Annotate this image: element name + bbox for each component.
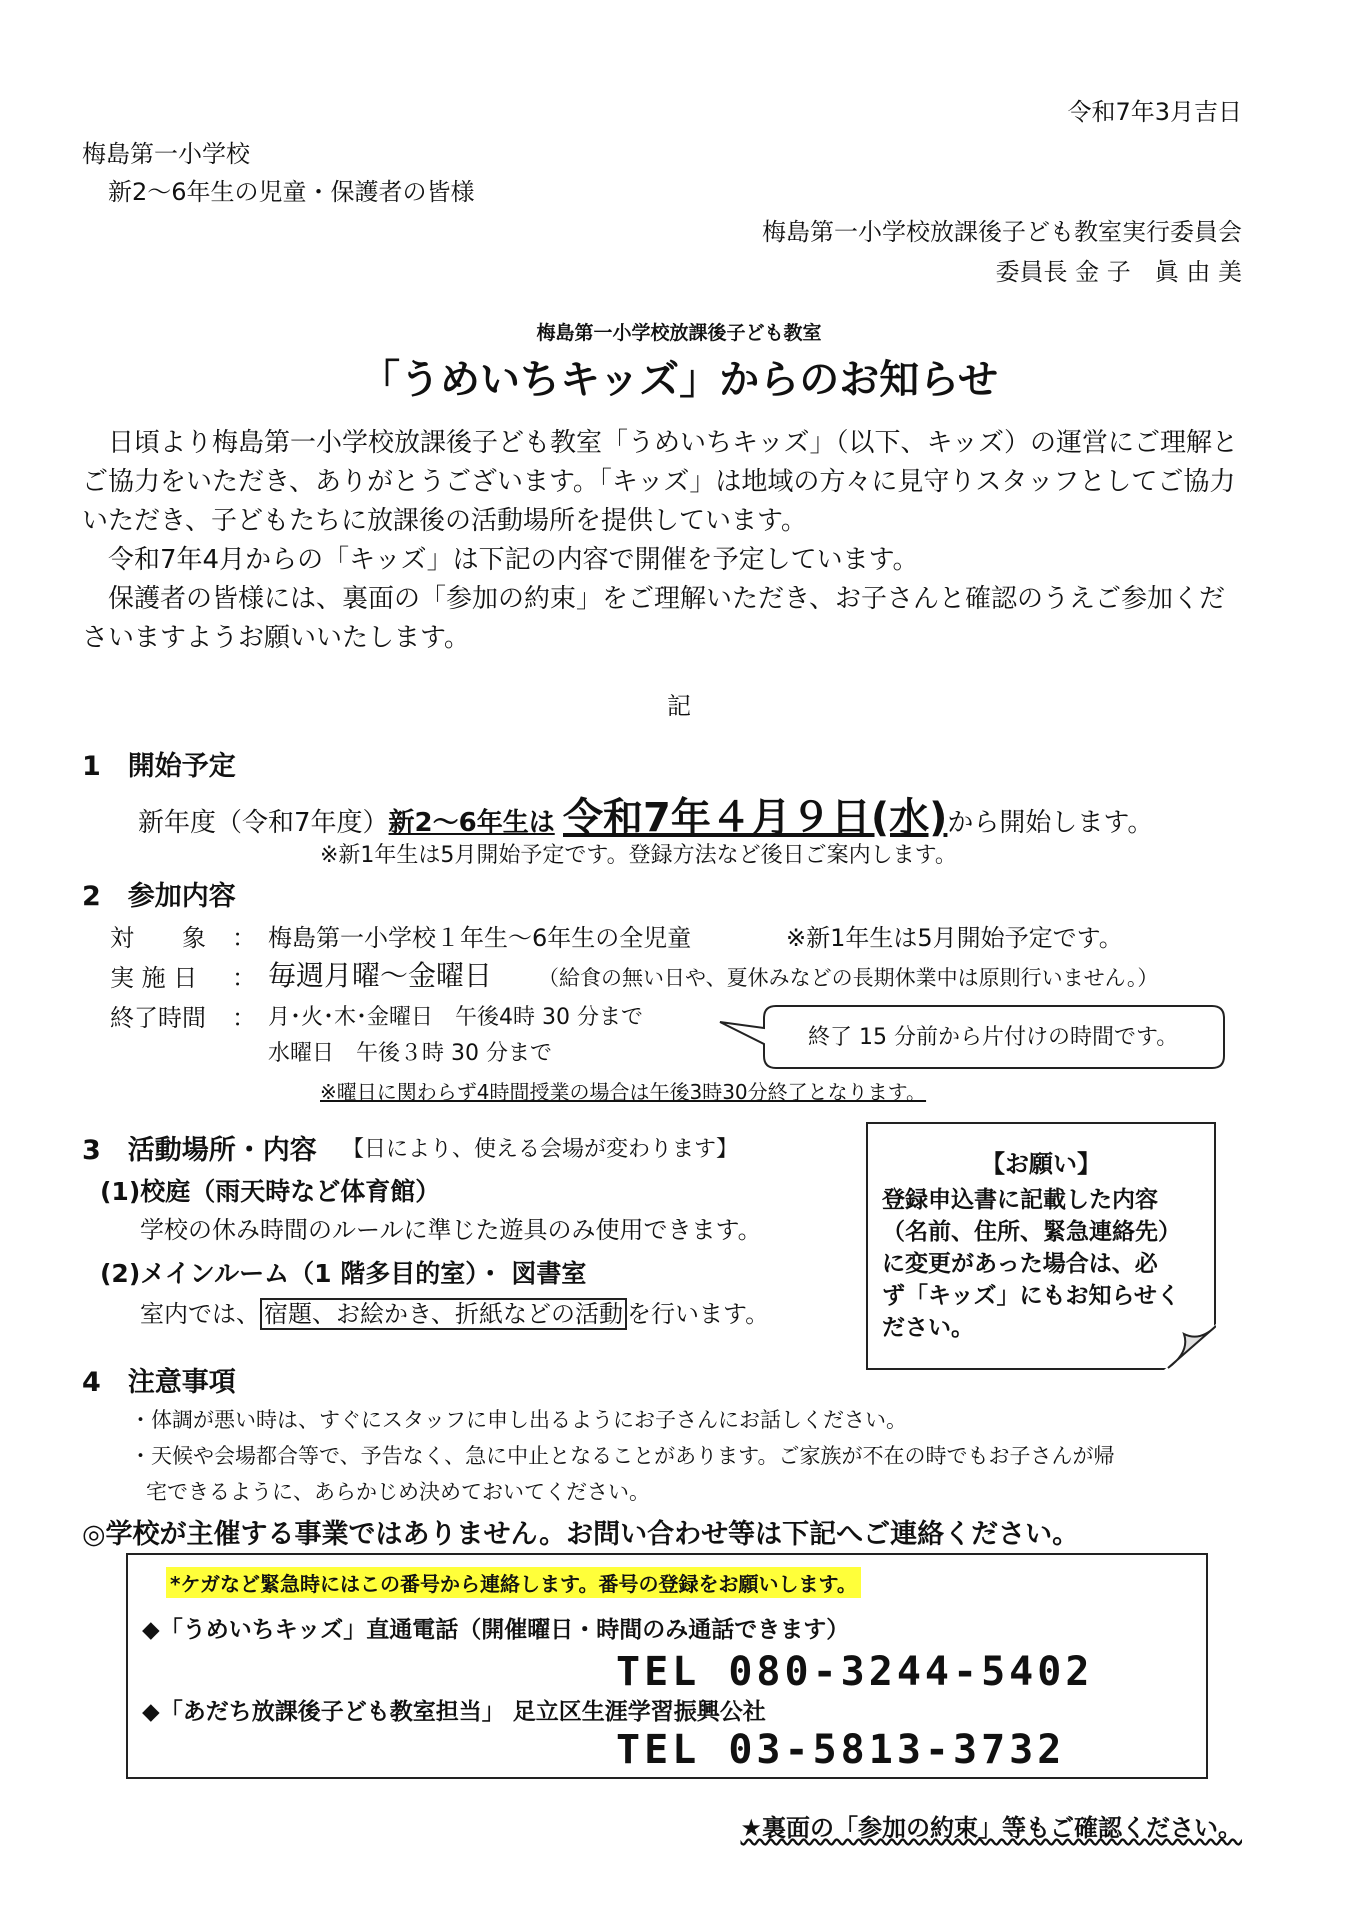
section1-tail: から開始します。 (947, 808, 1154, 838)
request-line: ず「キッズ」にもお知らせく (882, 1283, 1180, 1309)
activity-item2-pre: 室内では、 (140, 1300, 260, 1328)
phone-number-1: TEL 080-3244-5402 (616, 1649, 1094, 1695)
contact-notice: ◎学校が主催する事業ではありません。お問い合わせ等は下記へご連絡ください。 (82, 1519, 1080, 1550)
request-title: 【お願い】 (981, 1150, 1101, 1178)
document-subtitle: 梅島第一小学校放課後子ども教室 (536, 322, 822, 344)
activity-item2-boxed: 宿題、お絵かき、折紙などの活動 (260, 1298, 627, 1330)
intro-paragraph-3: 保護者の皆様には、裏面の「参加の約束」をご理解いただき、お子さんと確認のうえご参加くださいますようお願いいたします。 (82, 584, 1225, 653)
callout-text: 終了 15 分前から片付けの時間です。 (808, 1025, 1179, 1050)
end-time-colon: ： (232, 1004, 256, 1032)
section1-note: ※新1年生は5月開始予定です。登録方法など後日ご案内します。 (320, 843, 957, 868)
activity-item2-post: を行います。 (627, 1300, 770, 1328)
activity-item1-title: (1)校庭（雨天時など体育館） (100, 1177, 441, 1206)
activity-item1-text: 学校の休み時間のルールに準じた遊具のみ使用できます。 (140, 1216, 762, 1244)
section1-target: 新2～6年生は (388, 808, 555, 838)
section1-lead: 新年度（令和7年度） (138, 808, 389, 838)
intro-paragraph-1: 日頃より梅島第一小学校放課後子ども教室「うめいちキッズ」（以下、キッズ）の運営にご理解とご協力をいただき、ありがとうございます。「キッズ」は地域の方々に見守りスタッフとしてご協力いただき、子どもたちに放課後の活動場所を提供しています。 (82, 428, 1238, 536)
end-time-label: 終了時間 (110, 1004, 206, 1032)
day-label: 実 施 日 (110, 964, 198, 992)
emergency-highlight: *ケガなど緊急時にはこの番号から連絡します。番号の登録をお願いします。 (166, 1567, 861, 1598)
target-colon: ： (232, 924, 256, 952)
document-title: 「うめいちキッズ」からのお知らせ (360, 357, 998, 403)
section2-heading: 2 参加内容 (82, 881, 236, 912)
section4-heading: 4 注意事項 (82, 1367, 236, 1398)
footer-note: ★裏面の「参加の約束」等もご確認ください。 (740, 1814, 1242, 1842)
section1-start-line (138, 786, 1153, 843)
end-time-note: ※曜日に関わらず4時間授業の場合は午後3時30分終了となります。 (320, 1080, 927, 1104)
request-line: 登録申込書に記載した内容 (882, 1187, 1158, 1213)
caution-note-1: ・体調が悪い時は、すぐにスタッフに申し出るようにお子さんにお話しください。 (130, 1408, 907, 1432)
section1-start-date: 令和7年４月９日(水) (563, 795, 948, 841)
section3-heading-note: 【日により、使える会場が変わります】 (342, 1137, 739, 1162)
request-line: ださい。 (882, 1315, 974, 1341)
activity-item2-title: (2)メインルーム（1 階多目的室）・ 図書室 (100, 1259, 587, 1288)
activity-item2-text (140, 1294, 769, 1329)
intro-paragraph-2: 令和7年4月からの「キッズ」は下記の内容で開催を予定しています。 (108, 545, 919, 575)
recipient-people: 新2～6年生の児童・保護者の皆様 (108, 178, 475, 206)
end-time-value-2: 水曜日 午後３時 30 分まで (268, 1041, 552, 1066)
target-note: ※新1年生は5月開始予定です。 (786, 924, 1123, 952)
recipient-school: 梅島第一小学校 (82, 140, 250, 168)
request-box (866, 1122, 1216, 1370)
request-line: に変更があった場合は、必 (882, 1251, 1158, 1277)
caution-note-2b: 宅できるように、あらかじめ決めておいてください。 (146, 1480, 650, 1504)
request-line: （名前、住所、緊急連絡先） (882, 1219, 1181, 1245)
request-body (882, 1184, 1181, 1344)
issue-date: 令和7年3月吉日 (1067, 98, 1242, 126)
target-label: 対 象 (110, 924, 206, 952)
contact-line-2: ◆「あだち放課後子ども教室担当」 足立区生涯学習振興公社 (142, 1699, 766, 1725)
section1-heading: 1 開始予定 (82, 751, 236, 782)
day-value: 毎週月曜～金曜日 (268, 959, 493, 992)
sender-person: 委員長 金 子 眞 由 美 (995, 258, 1242, 286)
ki-mark: 記 (667, 692, 691, 720)
contact-box (126, 1553, 1208, 1779)
page-curl-icon (1164, 1324, 1216, 1370)
target-value: 梅島第一小学校１年生～6年生の全児童 (268, 924, 692, 952)
day-note: （給食の無い日や、夏休みなどの長期休業中は原則行いません。） (538, 966, 1159, 990)
end-time-value-1: 月･火･木･金曜日 午後4時 30 分まで (268, 1005, 643, 1030)
caution-note-2a: ・天候や会場都合等で、予告なく、急に中止となることがあります。ご家族が不在の時でもお子さんが帰 (130, 1444, 1115, 1468)
day-colon: ： (232, 964, 256, 992)
phone-number-2: TEL 03-5813-3732 (616, 1727, 1066, 1773)
sender-organization: 梅島第一小学校放課後子ども教室実行委員会 (762, 218, 1242, 246)
section3-heading: 3 活動場所・内容 (82, 1135, 317, 1166)
contact-line-1: ◆「うめいちキッズ」直通電話（開催曜日・時間のみ通話できます） (142, 1617, 850, 1643)
